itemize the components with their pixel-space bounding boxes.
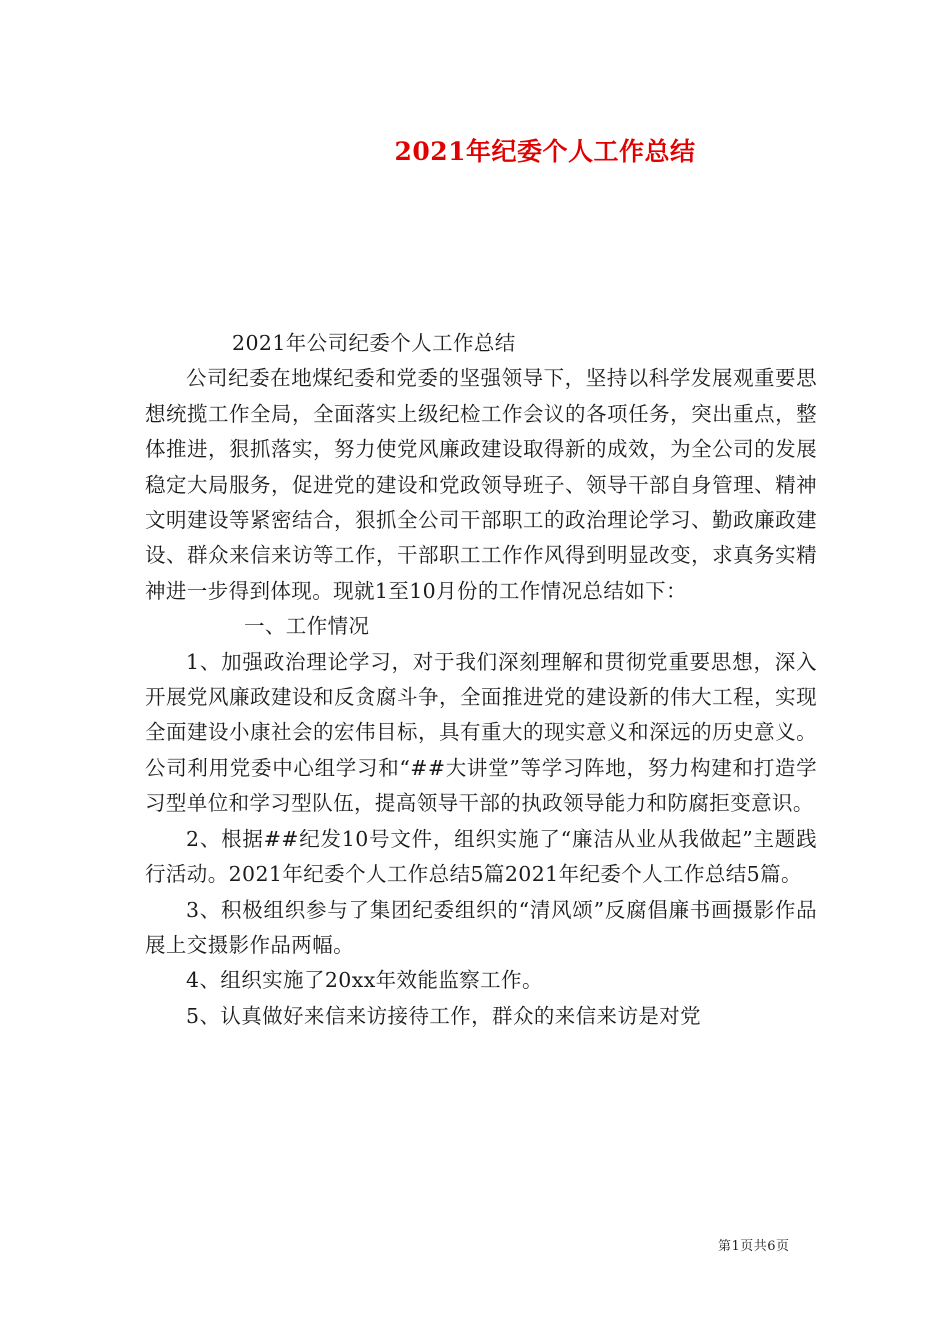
document-subtitle: 2021年公司纪委个人工作总结 — [232, 331, 516, 355]
page-title: 2021年纪委个人工作总结 — [394, 137, 696, 166]
list-item: 2、根据##纪发10号文件，组织实施了“廉洁从业从我做起”主题践行活动。2021年纪委个人工作总结5篇2021年纪委个人工作总结5篇。 — [145, 826, 817, 887]
list-item: 3、积极组织参与了集团纪委组织的“清风颂”反腐倡廉书画摄影作品展上交摄影作品两幅。 — [145, 897, 817, 957]
page-footer: 第1页共6页 — [718, 1239, 790, 1254]
section-heading: 一、工作情况 — [244, 614, 370, 639]
list-item: 1、加强政治理论学习，对于我们深刻理解和贯彻党重要思想，深入开展党风廉政建设和反贪腐斗争，全面推进党的建设新的伟大工程，实现全面建设小康社会的宏伟目标，具有重大的现实意义和深远的历史意义。公司利用党委中心组学习和“##大讲堂”等学习阵地，努力构建和打造学习型单位和学习型队伍，提高领导干部的执政领导能力和防腐拒变意识。 — [145, 649, 817, 816]
list-item: 5、认真做好来信来访接待工作，群众的来信来访是对党 — [186, 1003, 702, 1028]
intro-paragraph: 公司纪委在地煤纪委和党委的坚强领导下，坚持以科学发展观重要思想统揽工作全局，全面落实上级纪检工作会议的各项任务，突出重点，整体推进，狠抓落实，努力使党风廉政建设取得新的成效，为全公司的发展稳定大局服务，促进党的建设和党政领导班子、领导干部自身管理、精神文明建设等紧密结合，狠抓全公司干部职工的政治理论学习、勤政廉政建设、群众来信来访等工作，干部职工工作作风得到明显改变，求真务实精神进一步得到体现。现就1至10月份的工作情况总结如下： — [145, 366, 817, 603]
list-item: 4、组织实施了20xx年效能监察工作。 — [186, 968, 543, 993]
document-body — [145, 326, 817, 1034]
